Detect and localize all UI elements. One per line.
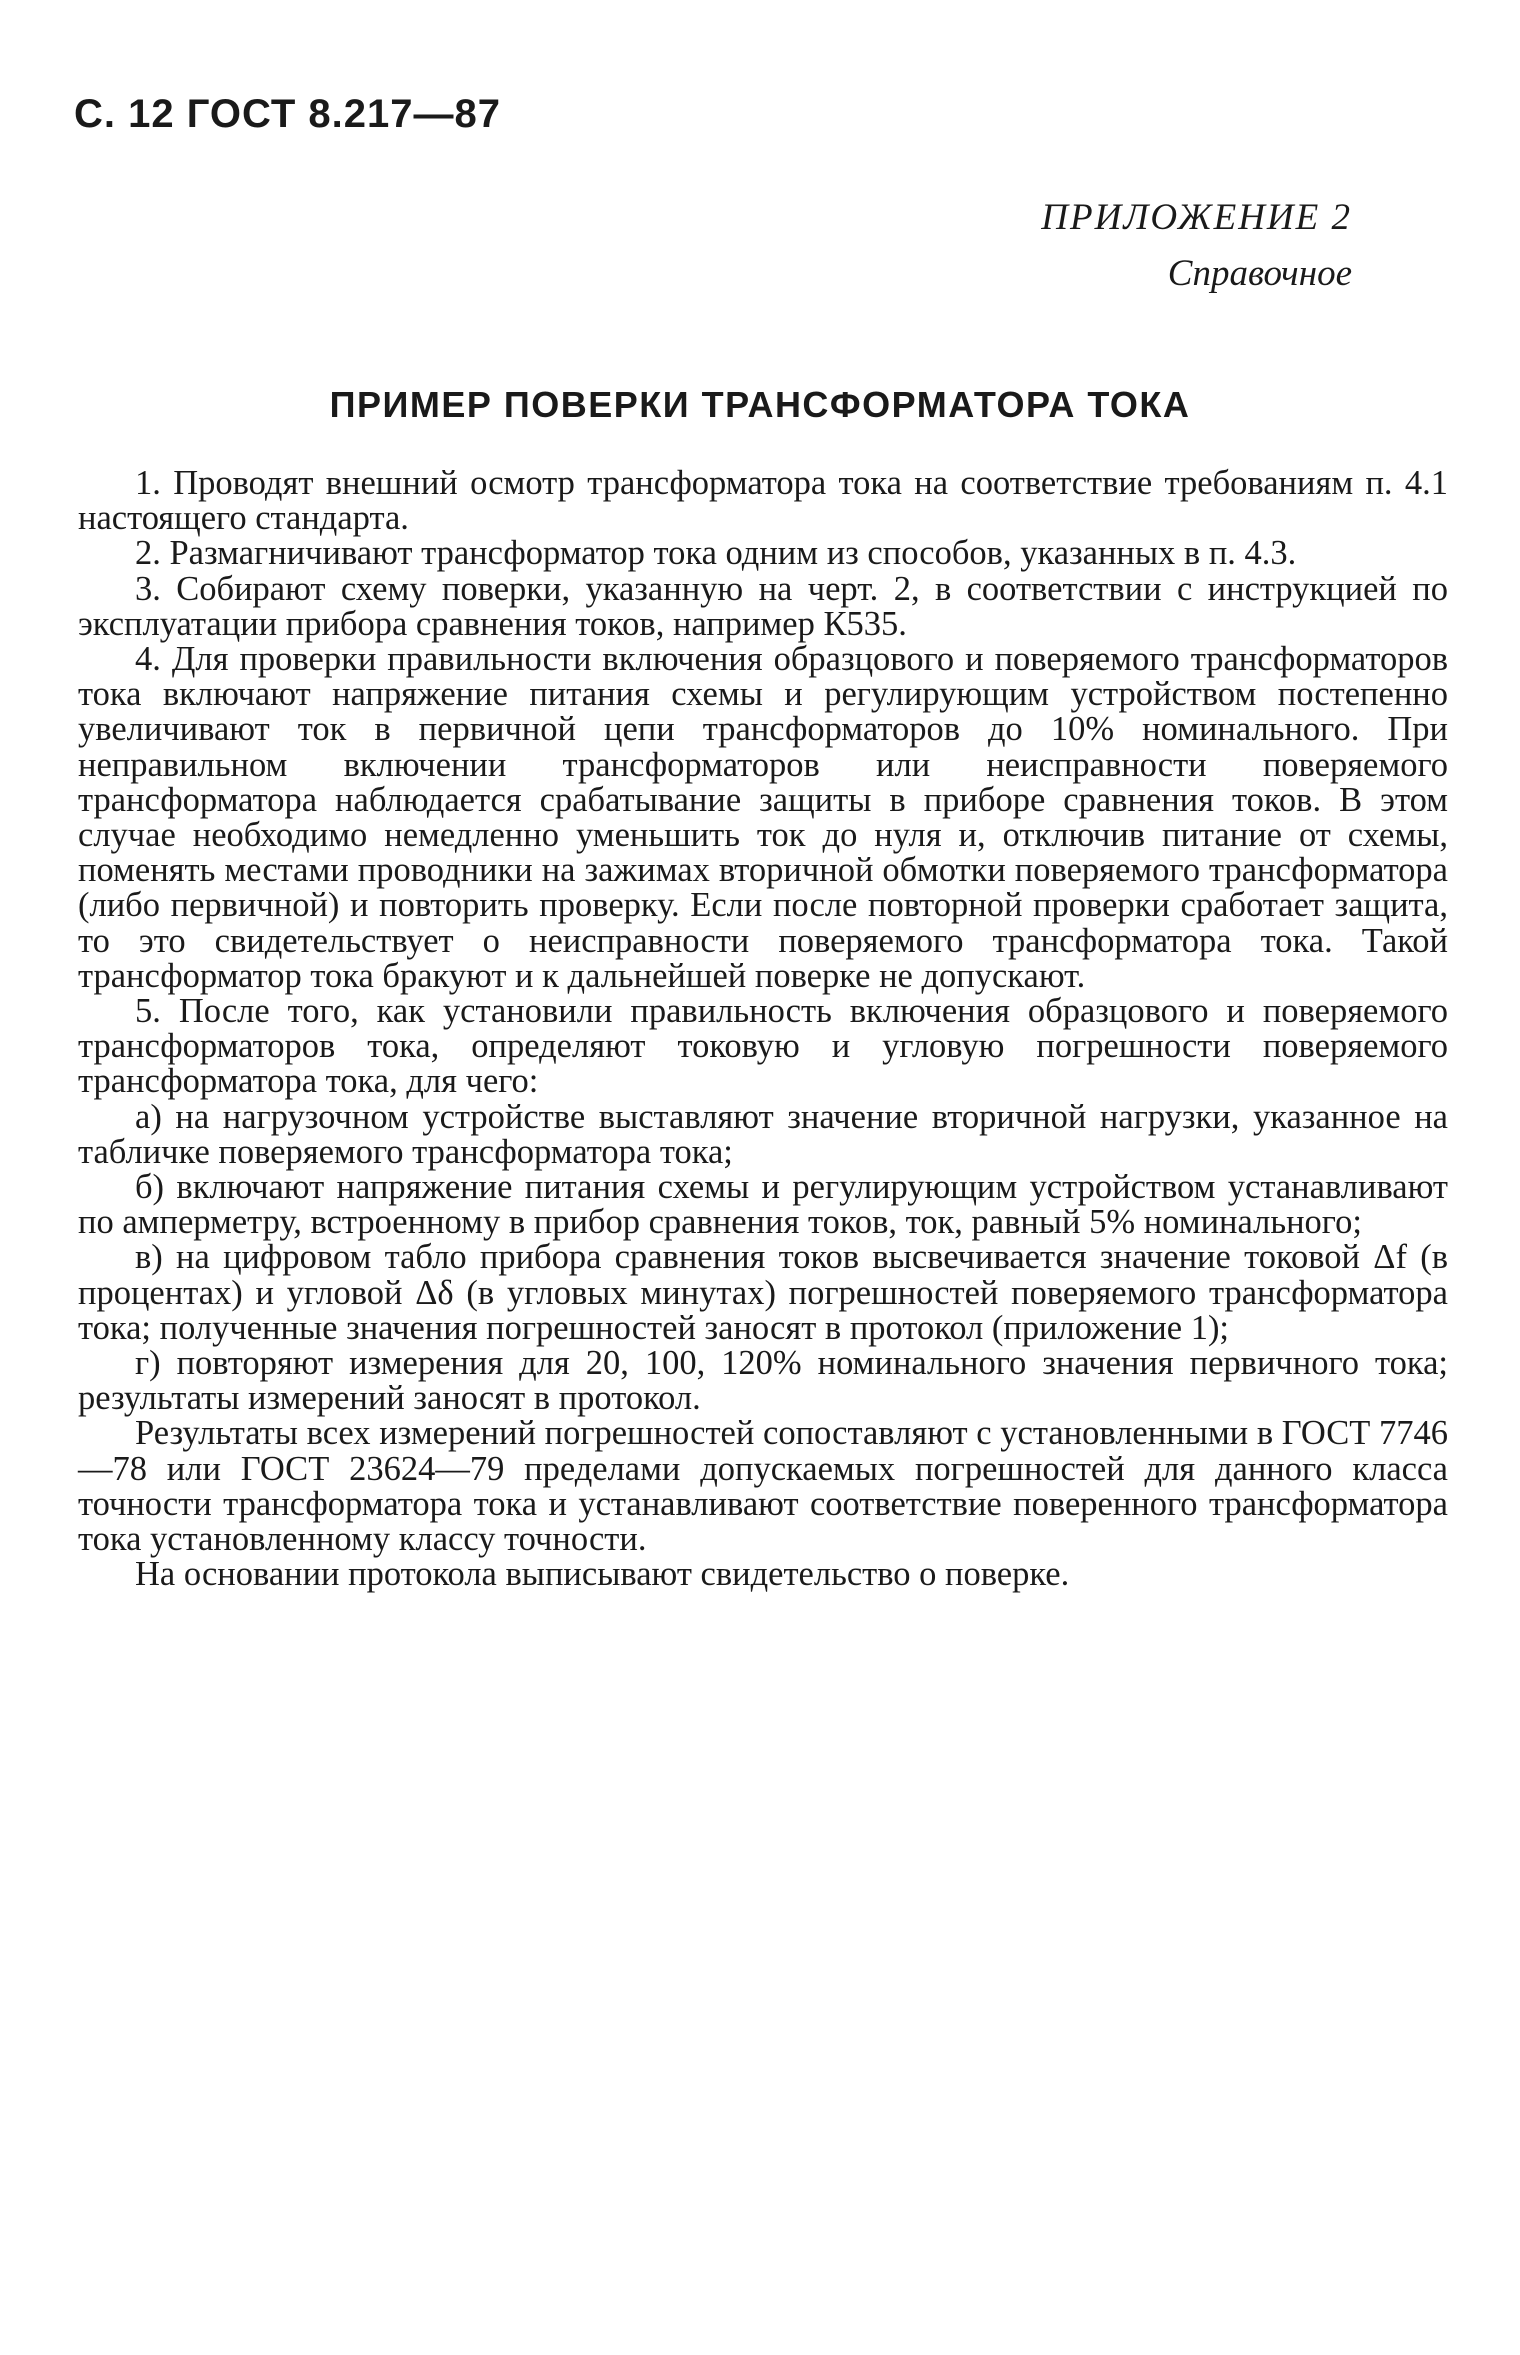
appendix-type: Справочное: [1167, 253, 1352, 294]
paragraph-1: 1. Проводят внешний осмотр трансформатора тока на соответствие требованиям п. 4.1 настоящего стандарта.: [78, 464, 1448, 538]
running-header: С. 12 ГОСТ 8.217—87: [74, 92, 502, 136]
appendix-label: ПРИЛОЖЕНИЕ 2: [1041, 197, 1352, 238]
paragraph-5b: б) включают напряжение питания схемы и регулирующим устройством устанавливают по амперметру, встроенному в прибор сравнения токов, ток, равный 5% номинального;: [78, 1168, 1448, 1242]
appendix-block: [1041, 190, 1352, 302]
paragraph-2: 2. Размагничивают трансформатор тока одним из способов, указанных в п. 4.3.: [135, 534, 1297, 573]
paragraph-4: 4. Для проверки правильности включения образцового и поверяемого трансформаторов тока включают напряжение питания схемы и регулирующим устройством постепенно увеличивают ток в первичной цепи трансформаторов до 10% номинального. При неправильном включении трансформаторов или неисправности поверяемого трансформатора наблюдается срабатывание защиты в приборе сравнения токов. В этом случае необходимо немедленно уменьшить ток до нуля и, отключив питание от схемы, поменять местами проводники на зажимах вторичной обмотки поверяемого трансформатора (либо первичной) и повторить проверку. Если после повторной проверки сработает защита, то это свидетельствует о неисправности поверяемого трансформатора тока. Такой трансформатор тока бракуют и к дальнейшей поверке не допускают.: [78, 640, 1448, 995]
document-title: ПРИМЕР ПОВЕРКИ ТРАНСФОРМАТОРА ТОКА: [329, 384, 1191, 425]
paragraph-certificate: На основании протокола выписывают свидетельство о поверке.: [135, 1555, 1070, 1594]
document-body: [78, 466, 1448, 1593]
paragraph-3: 3. Собирают схему поверки, указанную на черт. 2, в соответствии с инструкцией по эксплуатации прибора сравнения токов, например К535.: [78, 569, 1448, 643]
paragraph-5d: г) повторяют измерения для 20, 100, 120% номинального значения первичного тока; результаты измерений заносят в протокол.: [78, 1344, 1448, 1418]
paragraph-results: Результаты всех измерений погрешностей сопоставляют с установленными в ГОСТ 7746—78 или ГОСТ 23624—79 пределами допускаемых погрешностей для данного класса точности трансформатора тока и устанавливают соответствие поверенного трансформатора тока установленному классу точности.: [78, 1414, 1448, 1559]
paragraph-5: 5. После того, как установили правильность включения образцового и поверяемого трансформаторов тока, определяют токовую и угловую погрешности поверяемого трансформатора тока, для чего:: [78, 992, 1448, 1101]
paragraph-5c: в) на цифровом табло прибора сравнения токов высвечивается значение токовой Δf (в процентах) и угловой Δδ (в угловых минутах) погрешностей поверяемого трансформатора тока; полученные значения погрешностей заносят в протокол (приложение 1);: [78, 1238, 1448, 1347]
paragraph-5a: а) на нагрузочном устройстве выставляют значение вторичной нагрузки, указанное на табличке поверяемого трансформатора тока;: [78, 1097, 1448, 1171]
